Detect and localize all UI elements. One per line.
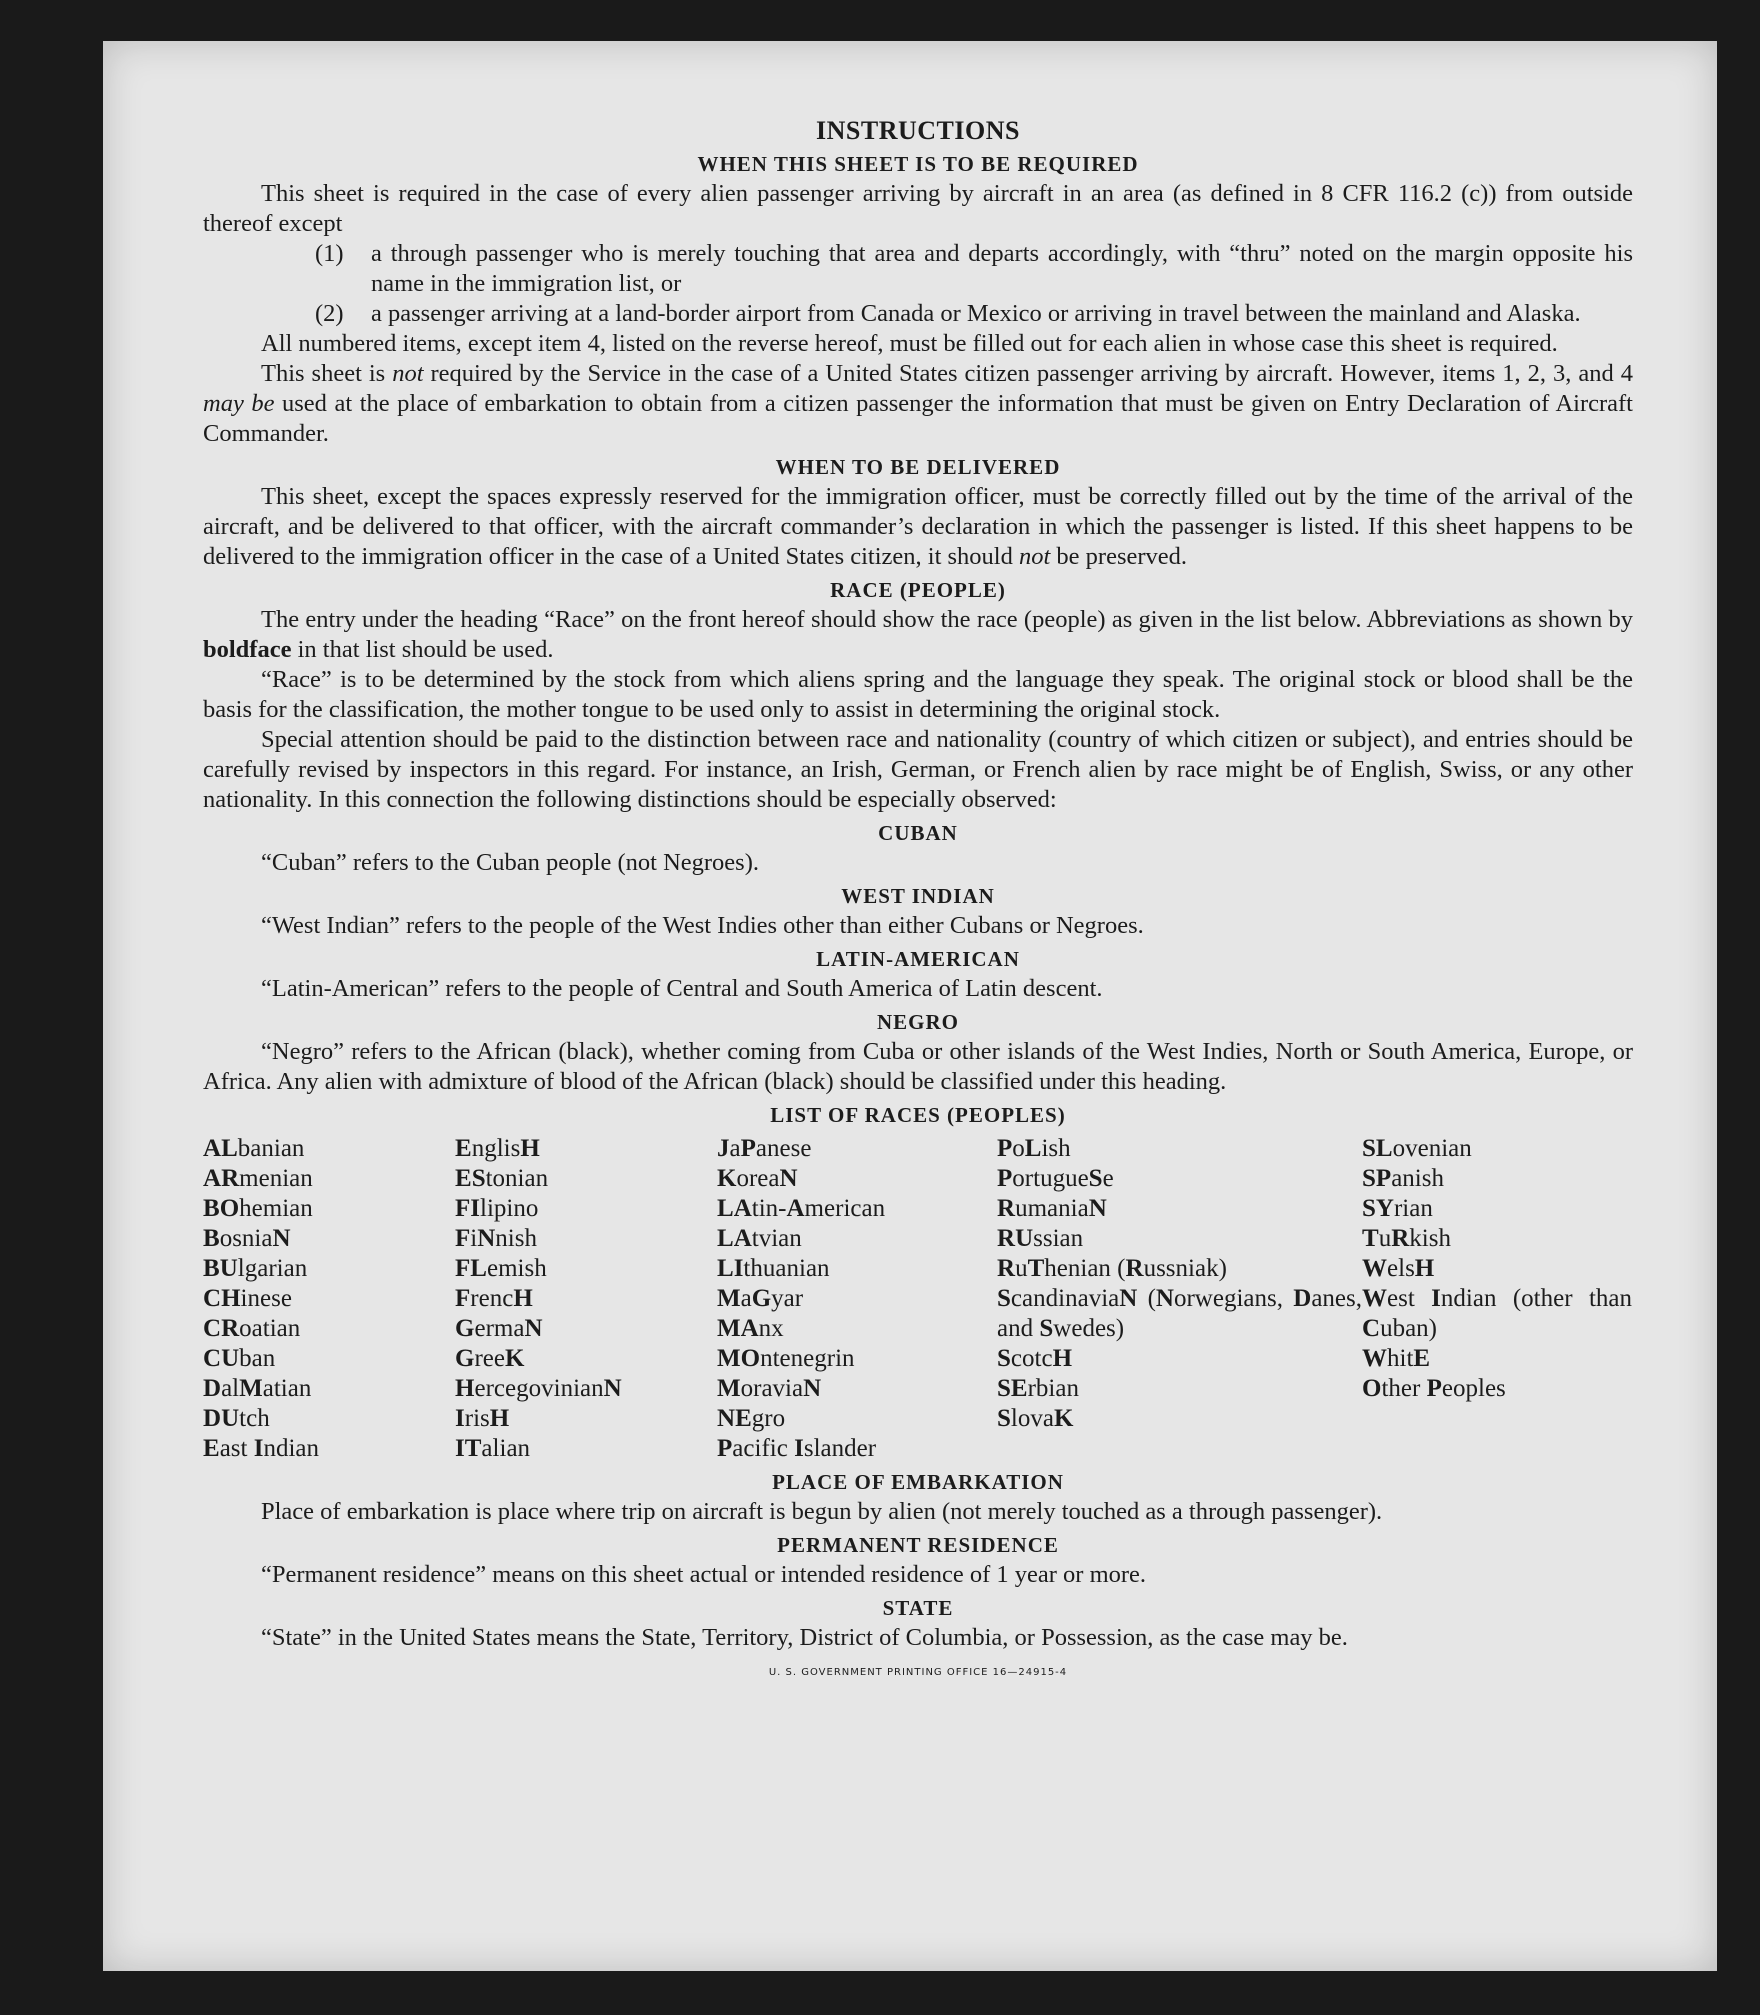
races-column-2 <box>455 1134 717 1464</box>
races-column-3 <box>717 1134 997 1464</box>
document-content <box>203 116 1633 1678</box>
race-entry: CRoatian <box>203 1315 301 1342</box>
heading-cuban: CUBAN <box>878 821 958 845</box>
heading-when-required: WHEN THIS SHEET IS TO BE REQUIRED <box>697 152 1139 176</box>
west-indian-definition: “West Indian” refers to the people of the West Indies other than either Cubans or Negroes. <box>261 912 1144 939</box>
race-entry: RumaniaN <box>997 1195 1107 1222</box>
race-entry: SlovaK <box>997 1405 1074 1432</box>
races-column-4 <box>997 1134 1362 1464</box>
race-entry: TuRkish <box>1362 1225 1451 1252</box>
race-entry: FrencH <box>455 1285 533 1312</box>
race-entry: LIthuanian <box>717 1255 830 1282</box>
race-entry: WelsH <box>1362 1255 1435 1282</box>
race-entry: RuThenian (Russniak) <box>997 1255 1227 1282</box>
race-entry: Pacific Islander <box>717 1435 877 1462</box>
heading-latin-american: LATIN-AMERICAN <box>816 947 1020 971</box>
race-entry: LAtin-American <box>717 1195 886 1222</box>
race-entry: BOhemian <box>203 1195 313 1222</box>
race-entry: BosniaN <box>203 1225 291 1252</box>
race-entry: HercegovinianN <box>455 1375 622 1402</box>
citizen-paragraph: This sheet is not required by the Service in the case of a United States citizen passenger arriving by aircraft. However, items 1, 2, 3, and 4 may be used at the place of embarkation to obtain from a citizen passenger the information that must be given on Entry Declaration of Aircraft Commander. <box>203 360 1633 447</box>
race-entry: Other Peoples <box>1362 1375 1506 1402</box>
negro-definition: “Negro” refers to the African (black), whether coming from Cuba or other islands of the West Indies, North or South America, Europe, or Africa. Any alien with admixture of blood of the African (black) should be classified under this heading. <box>203 1038 1633 1095</box>
delivered-paragraph: This sheet, except the spaces expressly reserved for the immigration officer, must be correctly filled out by the time of the arrival of the aircraft, and be delivered to that officer, with the aircraft commander’s declaration in which the passenger is listed. If this sheet happens to be delivered to the immigration officer in the case of a United States citizen, it should not be preserved. <box>203 483 1633 570</box>
cuban-definition: “Cuban” refers to the Cuban people (not Negroes). <box>261 849 759 876</box>
page-title: INSTRUCTIONS <box>816 116 1020 145</box>
heading-when-delivered: WHEN TO BE DELIVERED <box>775 455 1061 479</box>
race-entry: SYrian <box>1362 1195 1433 1222</box>
race-entry: GermaN <box>455 1315 543 1342</box>
required-intro: This sheet is required in the case of every alien passenger arriving by aircraft in an area (as defined in 8 CFR 116.2 (c)) from outside thereof except <box>203 180 1633 237</box>
heading-race: RACE (PEOPLE) <box>830 578 1006 602</box>
race-entry: PoLish <box>997 1135 1071 1162</box>
race-entry: East Indian <box>203 1435 320 1462</box>
race-entry: ScandinaviaN (Norwegians, Danes, and Swedes) <box>997 1285 1363 1342</box>
exception-text: a passenger arriving at a land-border airport from Canada or Mexico or arriving in travel between the mainland and Alaska. <box>371 300 1581 327</box>
race-entry: FIlipino <box>455 1195 539 1222</box>
latin-american-definition: “Latin-American” refers to the people of Central and South America of Latin descent. <box>261 975 1103 1002</box>
race-entry: FLemish <box>455 1255 547 1282</box>
race-entry: EStonian <box>455 1165 549 1192</box>
embarkation-definition: Place of embarkation is place where trip on aircraft is begun by alien (not merely touched as a through passenger). <box>261 1498 1383 1525</box>
race-entry: FiNnish <box>455 1225 537 1252</box>
race-entry: CHinese <box>203 1285 292 1312</box>
races-column-5 <box>1362 1134 1632 1464</box>
race-paragraph-3: Special attention should be paid to the distinction between race and nationality (country of which citizen or subject), and entries should be carefully revised by inspectors in this regard. For instance, an Irish, German, or French alien by race might be of English, Swiss, or any other nationality. In this connection the following distinctions should be especially observed: <box>203 726 1633 813</box>
numbered-items-paragraph: All numbered items, except item 4, listed on the reverse hereof, must be filled out for each alien in whose case this sheet is required. <box>261 330 1558 357</box>
race-entry: KoreaN <box>717 1165 798 1192</box>
race-entry: PortugueSe <box>997 1165 1114 1192</box>
race-entry: RUssian <box>997 1225 1084 1252</box>
race-entry: JaPanese <box>717 1135 812 1162</box>
exception-number: (2) <box>315 300 344 327</box>
race-entry: SLovenian <box>1362 1135 1472 1162</box>
race-entry: ALbanian <box>203 1135 305 1162</box>
race-entry: MAnx <box>717 1315 784 1342</box>
race-paragraph-2: “Race” is to be determined by the stock from which aliens spring and the language they speak. The original stock or blood shall be the basis for the classification, the mother tongue to be used only to assist in determining the original stock. <box>203 666 1633 723</box>
race-entry: LAtvian <box>717 1225 802 1252</box>
heading-residence: PERMANENT RESIDENCE <box>777 1533 1059 1557</box>
exception-item <box>315 239 1633 299</box>
heading-list-of-races: LIST OF RACES (PEOPLES) <box>770 1103 1066 1127</box>
residence-definition: “Permanent residence” means on this sheet actual or intended residence of 1 year or more. <box>261 1561 1147 1588</box>
race-entry: West Indian (other than Cuban) <box>1362 1285 1632 1342</box>
race-entry: ScotcH <box>997 1345 1073 1372</box>
race-entry: BUlgarian <box>203 1255 308 1282</box>
race-entry: IrisH <box>455 1405 510 1432</box>
exception-item <box>315 299 1633 329</box>
heading-negro: NEGRO <box>876 1010 959 1034</box>
race-entry: DUtch <box>203 1405 270 1432</box>
race-entry: CUban <box>203 1345 276 1372</box>
race-entry: EnglisH <box>455 1135 540 1162</box>
race-entry: ITalian <box>455 1435 531 1462</box>
race-entry: GreeK <box>455 1345 525 1372</box>
race-paragraph-1: The entry under the heading “Race” on the front hereof should show the race (people) as given in the list below. Abbreviations as shown by boldface in that list should be used. <box>203 606 1633 663</box>
race-entry: MoraviaN <box>717 1375 822 1402</box>
printing-office-footer: U. S. GOVERNMENT PRINTING OFFICE 16—24915‑4 <box>768 1667 1068 1678</box>
exception-number: (1) <box>315 240 344 267</box>
race-entry: SErbian <box>997 1375 1079 1402</box>
exception-text: a through passenger who is merely touching that area and departs accordingly, with “thru” noted on the margin opposite his name in the immigration list, or <box>371 240 1633 297</box>
race-entry: NEgro <box>717 1405 786 1432</box>
race-entry: MaGyar <box>717 1285 804 1312</box>
heading-embarkation: PLACE OF EMBARKATION <box>772 1470 1064 1494</box>
races-list <box>203 1134 1633 1464</box>
races-column-1 <box>203 1134 455 1464</box>
heading-state: STATE <box>882 1596 954 1620</box>
heading-west-indian: WEST INDIAN <box>841 884 995 908</box>
race-entry: WhitE <box>1362 1345 1431 1372</box>
state-definition: “State” in the United States means the State, Territory, District of Columbia, or Possession, as the case may be. <box>261 1624 1348 1651</box>
race-entry: DalMatian <box>203 1375 312 1402</box>
race-entry: SPanish <box>1362 1165 1444 1192</box>
race-entry: MOntenegrin <box>717 1345 855 1372</box>
document-sheet <box>103 41 1717 1971</box>
race-entry: ARmenian <box>203 1165 313 1192</box>
